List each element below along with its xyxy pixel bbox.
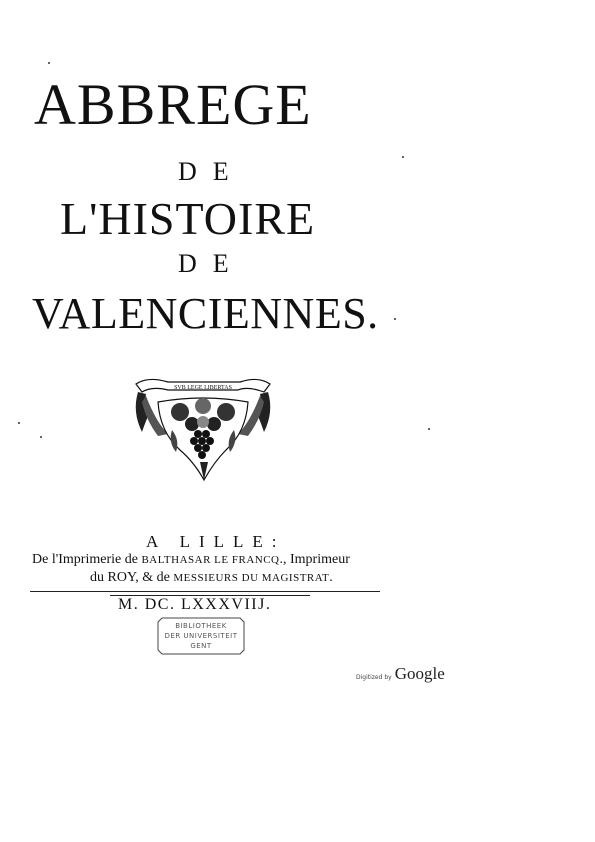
printers-ornament xyxy=(128,372,278,484)
stamp-line-1: BIBLIOTHEEK xyxy=(175,622,227,630)
digitized-prefix: Digitized by xyxy=(356,674,392,681)
ornament-motto: SVB LEGE LIBERTAS xyxy=(174,385,232,391)
scan-speck xyxy=(40,436,42,438)
title-line-abbrege: ABBREGE xyxy=(34,72,312,137)
digitized-watermark xyxy=(356,664,445,684)
scan-speck xyxy=(48,62,50,64)
imprint-authority-line xyxy=(90,571,333,585)
library-stamp xyxy=(156,616,246,656)
title-line-histoire: L'HISTOIRE xyxy=(60,193,316,244)
imprint-printer-line xyxy=(32,553,350,567)
stamp-line-3: GENT xyxy=(190,642,212,650)
title-line-valenciennes: VALENCIENNES. xyxy=(32,289,379,338)
imprint-printer-name: BALTHASAR LE FRANCQ xyxy=(141,554,280,566)
google-logo: Google xyxy=(394,664,445,683)
imprint-place: A LILLE: xyxy=(146,532,286,551)
scan-speck xyxy=(18,422,20,424)
imprint-line1-start: De l'Imprimerie de xyxy=(32,552,142,567)
title-de-1: DE xyxy=(178,157,245,186)
title-de-2: DE xyxy=(178,249,245,278)
scan-speck xyxy=(402,156,404,158)
scan-speck xyxy=(428,428,430,430)
imprint-line2-end: . xyxy=(329,570,333,585)
imprint-line1-end: ., Imprimeur xyxy=(279,552,350,567)
imprint-rule-long xyxy=(30,591,380,592)
imprint-line2-start: du ROY, & de xyxy=(90,570,174,585)
scan-speck xyxy=(394,318,396,320)
stamp-line-2: DER UNIVERSITEIT xyxy=(164,632,238,640)
imprint-date: M. DC. LXXXVIIJ. xyxy=(118,596,272,613)
imprint-magistrate: MESSIEURS DU MAGISTRAT xyxy=(173,572,330,584)
